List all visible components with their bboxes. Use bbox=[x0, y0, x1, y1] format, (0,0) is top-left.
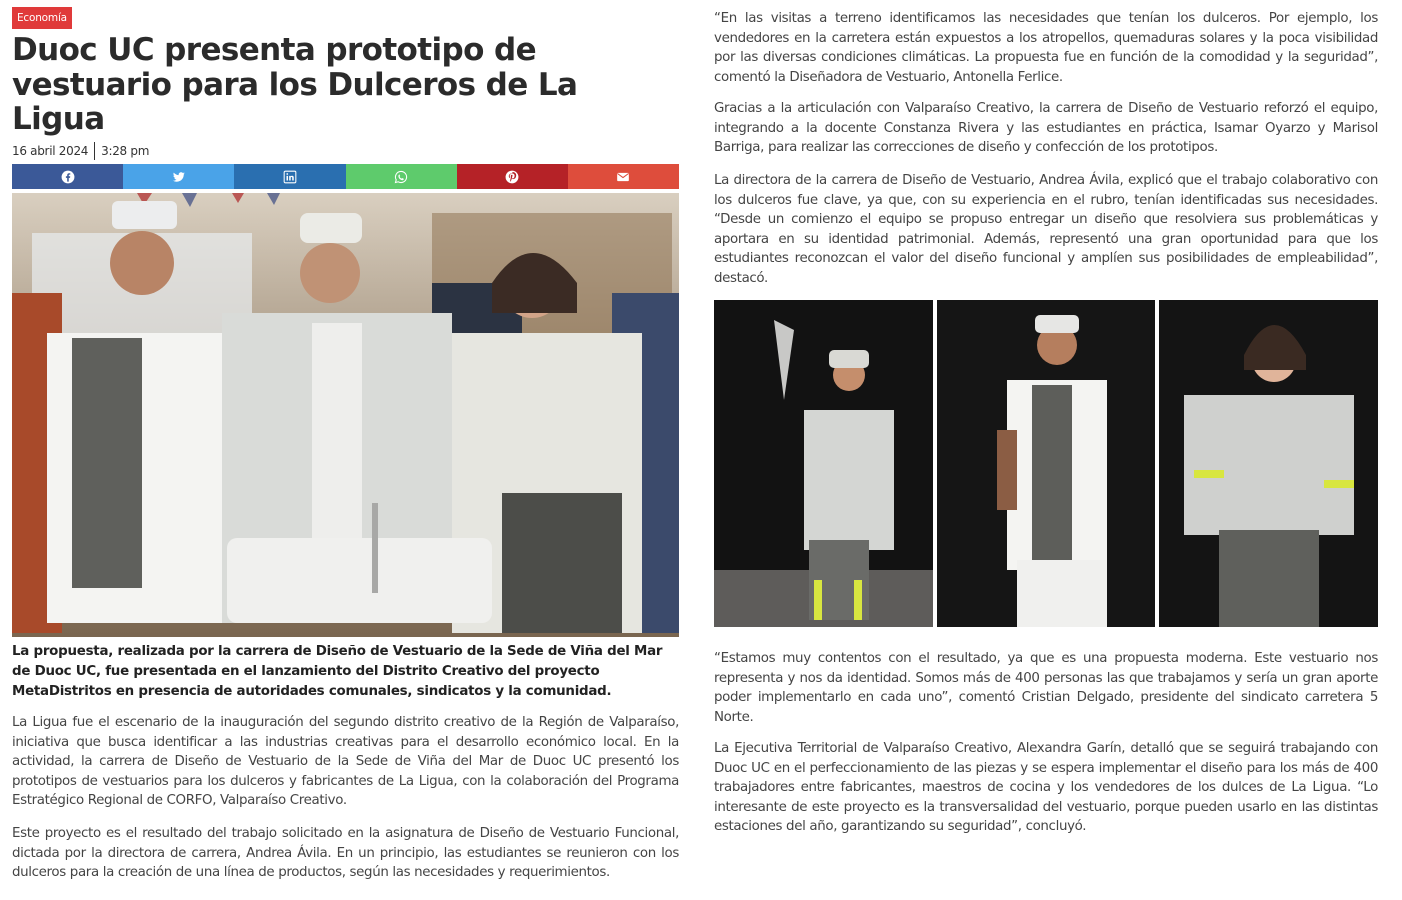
twitter-icon bbox=[172, 170, 186, 184]
share-pinterest-button[interactable] bbox=[457, 164, 568, 189]
article-meta bbox=[12, 142, 149, 160]
article-paragraph: La Ligua fue el escenario de la inauguración del segundo distrito creativo de la Región de Valparaíso, iniciativa que busca identificar a las industrias creativas para el desarrollo económico local. En la actividad, la carrera de Diseño de Vestuario de la Sede de Viña del Mar de Duoc UC presentó los prototipos de vestuarios para los dulceros y fabricantes de La Ligua, con la colaboración del Programa Estratégico Regional de CORFO, Valparaíso Creativo. bbox=[12, 715, 679, 809]
article-lead: La propuesta, realizada por la carrera de Diseño de Vestuario de la Sede de Viña del Mar de Duoc UC, fue presentada en el lanzamiento del Distrito Creativo del proyecto MetaDistritos en presencia de autoridades comunales, sindicatos y la comunidad. bbox=[12, 644, 663, 699]
meta-divider bbox=[94, 142, 95, 160]
hero-photo[interactable] bbox=[12, 193, 679, 637]
gallery-photo-2[interactable] bbox=[937, 300, 1156, 627]
share-whatsapp-button[interactable] bbox=[346, 164, 457, 189]
photo-gallery bbox=[714, 300, 1378, 627]
publish-time: 3:28 pm bbox=[101, 144, 150, 158]
gallery-photo-3-illustration bbox=[1159, 300, 1378, 627]
article-paragraph: Este proyecto es el resultado del trabajo solicitado en la asignatura de Diseño de Vestuario Funcional, dictada por la directora de carrera, Andrea Ávila. En un principio, las estudiantes se reunieron con los dulceros para la creación de una línea de productos, según las necesidades y requerimientos. bbox=[12, 826, 679, 881]
pinterest-icon bbox=[505, 170, 519, 184]
gallery-photo-1-illustration bbox=[714, 300, 933, 627]
gallery-photo-2-illustration bbox=[937, 300, 1156, 627]
whatsapp-icon bbox=[394, 170, 408, 184]
publish-date: 16 abril 2024 bbox=[12, 144, 89, 158]
article-paragraph: La directora de la carrera de Diseño de Vestuario, Andrea Ávila, explicó que el trabajo colaborativo con los dulceros fue clave, ya que, con su experiencia en el rubro, tenían identificadas sus necesidades. “Desde un comienzo el equipo se propuso entregar un diseño que resolviera sus problemáticas y aportara en su identidad patrimonial. Además, representó una gran oportunidad para que los estudiantes reconozcan el valor del diseño funcional y amplíen sus posibilidades de empleabilidad”, destacó. bbox=[714, 173, 1378, 286]
share-linkedin-button[interactable] bbox=[234, 164, 345, 189]
share-twitter-button[interactable] bbox=[123, 164, 234, 189]
gallery-photo-1[interactable] bbox=[714, 300, 933, 627]
hero-photo-illustration bbox=[12, 193, 679, 637]
share-email-button[interactable] bbox=[568, 164, 679, 189]
facebook-icon bbox=[61, 170, 75, 184]
article-paragraph: Gracias a la articulación con Valparaíso Creativo, la carrera de Diseño de Vestuario reforzó el equipo, integrando a la docente Constanza Rivera y las estudiantes en práctica, Isamar Oyarzo y Marisol Barriga, para realizar las correcciones de diseño y confección de los prototipos. bbox=[714, 101, 1378, 156]
linkedin-icon bbox=[283, 170, 297, 184]
gallery-photo-3[interactable] bbox=[1159, 300, 1378, 627]
share-bar bbox=[12, 164, 679, 189]
share-facebook-button[interactable] bbox=[12, 164, 123, 189]
article-title: Duoc UC presenta prototipo de vestuario para los Dulceros de La Ligua bbox=[12, 32, 578, 137]
article-paragraph: “Estamos muy contentos con el resultado, ya que es una propuesta moderna. Este vestuario nos representa y nos da identidad. Somos más de 400 personas las que trabajamos y sería un gran aporte poder implementarlo en cada uno”, comentó Cristian Delgado, presidente del sindicato carretera 5 Norte. bbox=[714, 651, 1378, 725]
envelope-icon bbox=[616, 170, 630, 184]
category-badge[interactable]: Economía bbox=[12, 7, 72, 29]
article-paragraph: La Ejecutiva Territorial de Valparaíso Creativo, Alexandra Garín, detalló que se seguirá trabajando con Duoc UC en el perfeccionamiento de las piezas y se espera implementar el diseño para los más de 400 trabajadores entre fabricantes, maestros de cocina y los vendedores de los dulces de La Ligua. “Lo interesante de este proyecto es la transversalidad del vestuario, porque pueden usarlo en las distintas estaciones del año, garantizando su seguridad”, concluyó. bbox=[714, 741, 1378, 835]
article-paragraph: “En las visitas a terreno identificamos las necesidades que tenían los dulceros. Por ejemplo, los vendedores en la carretera están expuestos a los atropellos, quemaduras solares y la poca visibilidad por las diversas condiciones climáticas. La propuesta fue en función de la comodidad y la seguridad”, comentó la Diseñadora de Vestuario, Antonella Ferlice. bbox=[714, 11, 1378, 85]
